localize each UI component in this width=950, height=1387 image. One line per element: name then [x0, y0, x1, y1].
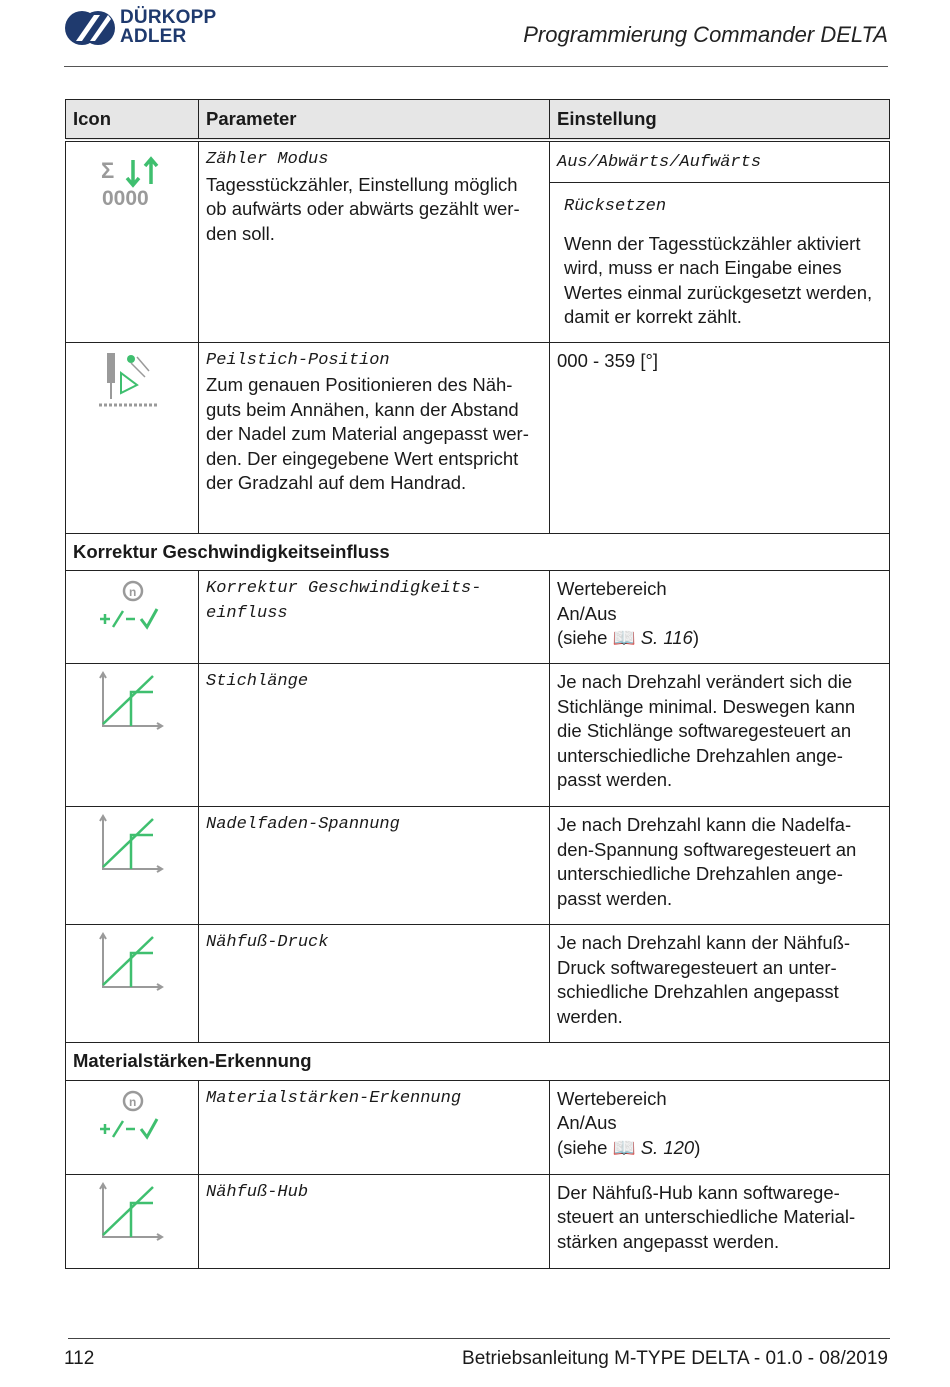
- section-heading: Materialstärken-Erkennung: [66, 1043, 890, 1081]
- table-row: [66, 1080, 890, 1174]
- parameter-name: Peilstich-Position: [206, 350, 390, 370]
- company-logo: [64, 8, 234, 50]
- footer-divider: [68, 1338, 890, 1339]
- parameter-name: Stichlänge: [206, 672, 309, 691]
- parameter-cell: [199, 1080, 550, 1174]
- logo-line2: ADLER: [120, 26, 187, 47]
- parameter-cell: [199, 1174, 550, 1268]
- parameter-cell: [199, 140, 550, 342]
- icon-cell: [66, 807, 199, 925]
- icon-cell: [66, 1080, 199, 1174]
- table-row: [66, 1174, 890, 1268]
- page-reference: [557, 1136, 882, 1161]
- curve-graph-icon: [97, 670, 167, 730]
- svg-text:n: n: [129, 1094, 137, 1109]
- icon-cell: [66, 140, 199, 342]
- parameter-cell: [199, 342, 550, 533]
- setting-cell: [550, 571, 890, 664]
- parameter-description: Tagesstückzähler, Einstellung möglich ob aufwärts oder abwärts gezählt wer-den soll.: [206, 173, 520, 244]
- toggle-on-off-icon: [97, 1087, 167, 1143]
- svg-text:Σ: Σ: [101, 158, 115, 183]
- parameter-name: Nähfuß-Druck: [206, 933, 329, 952]
- page-title: Programmierung Commander DELTA: [523, 22, 888, 47]
- counter-digits: 0000: [102, 187, 149, 208]
- parameter-name: Zähler Modus: [206, 150, 329, 169]
- table-row: [66, 807, 890, 925]
- setting-description: Wenn der Tagesstückzähler aktiviert wird, muss er nach Eingabe eines Wertes einmal zurückgesetzt werden, damit er korrekt zählt.: [564, 232, 873, 327]
- setting-cell: 000 - 359 [°]: [550, 342, 890, 533]
- book-icon: 📖: [612, 1136, 636, 1158]
- table-row: [66, 140, 890, 342]
- curve-graph-icon: [97, 813, 167, 873]
- setting-name: Rücksetzen: [564, 197, 667, 216]
- setting-options: Aus/Abwärts/Aufwärts: [557, 153, 762, 172]
- icon-cell: [66, 342, 199, 533]
- icon-cell: [66, 1174, 199, 1268]
- setting-cell: Der Nähfuß-Hub kann softwarege-steuert an unterschiedliche Material-stärken angepasst werden.: [550, 1174, 890, 1268]
- svg-text:n: n: [129, 585, 137, 599]
- book-icon: 📖: [612, 627, 636, 648]
- logo-mark-icon: [64, 8, 116, 48]
- table-row: [66, 342, 890, 533]
- logo-line1: DÜRKOPP: [120, 7, 217, 28]
- parameter-name: Nähfuß-Hub: [206, 1182, 309, 1202]
- setting-cell: [550, 140, 890, 342]
- table-row: [66, 925, 890, 1043]
- toggle-on-off-icon: [97, 577, 167, 633]
- parameter-name: Nadelfaden-Spannung: [206, 815, 400, 834]
- icon-cell: [66, 664, 199, 807]
- parameter-cell: [199, 664, 550, 807]
- page-ref-link[interactable]: S. 120: [640, 1136, 695, 1158]
- curve-graph-icon: [97, 1181, 167, 1241]
- setting-cell: Je nach Drehzahl kann die Nadelfa-den-Spannung softwaregesteuert an unterschiedliche Drehzahlen ange-passt werden.: [550, 807, 890, 925]
- setting-range-value: An/Aus: [557, 602, 617, 624]
- counter-mode-icon: [97, 148, 167, 208]
- footer-document-id: Betriebsanleitung M-TYPE DELTA - 01.0 - 08/2019: [462, 1348, 888, 1369]
- page-ref-link[interactable]: S. 116: [640, 627, 693, 648]
- header-divider: [64, 66, 888, 67]
- page-reference: [557, 626, 882, 651]
- ref-suffix: ): [694, 1136, 701, 1158]
- table-row: [66, 664, 890, 807]
- setting-range-value: An/Aus: [557, 1112, 617, 1133]
- ref-prefix: (siehe: [557, 627, 613, 648]
- icon-cell: [66, 571, 199, 664]
- table-header-row: [66, 100, 890, 141]
- column-header-icon: Icon: [66, 100, 199, 141]
- parameter-name: Korrektur Geschwindigkeits-einfluss: [206, 579, 482, 623]
- setting-cell: [550, 1080, 890, 1174]
- parameter-table: [65, 99, 890, 1269]
- parameter-cell: [199, 571, 550, 664]
- icon-cell: [66, 925, 199, 1043]
- parameter-cell: [199, 925, 550, 1043]
- ref-suffix: ): [692, 627, 700, 648]
- table-row: [66, 571, 890, 664]
- section-heading: Korrektur Geschwindigkeitseinfluss: [66, 533, 890, 571]
- parameter-description: Zum genauen Positionieren des Näh-guts beim Annähen, kann der Abstand der Nadel zum Material angepasst wer-den. Der eingegebene Wert entspricht der Gradzahl auf dem Handrad.: [206, 374, 529, 493]
- section-row: [66, 533, 890, 571]
- setting-range-label: Wertebereich: [557, 578, 667, 599]
- column-header-parameter: Parameter: [199, 100, 550, 141]
- needle-position-icon: [97, 349, 167, 415]
- page-number: 112: [64, 1348, 95, 1369]
- setting-range-label: Wertebereich: [557, 1087, 667, 1109]
- setting-cell: Je nach Drehzahl kann der Nähfuß-Druck softwaregesteuert an unter-schiedliche Drehzahlen angepasst werden.: [550, 925, 890, 1043]
- logo-wordmark: [120, 8, 216, 46]
- setting-cell: Je nach Drehzahl verändert sich die Stichlänge minimal. Deswegen kann die Stichlänge softwaregesteuert an unterschiedliche Drehzahlen ange-passt werden.: [550, 664, 890, 807]
- section-row: [66, 1043, 890, 1081]
- parameter-cell: [199, 807, 550, 925]
- curve-graph-icon: [97, 931, 167, 991]
- ref-prefix: (siehe: [557, 1136, 613, 1158]
- column-header-einstellung: Einstellung: [550, 100, 890, 141]
- parameter-name: Materialstärken-Erkennung: [206, 1088, 462, 1108]
